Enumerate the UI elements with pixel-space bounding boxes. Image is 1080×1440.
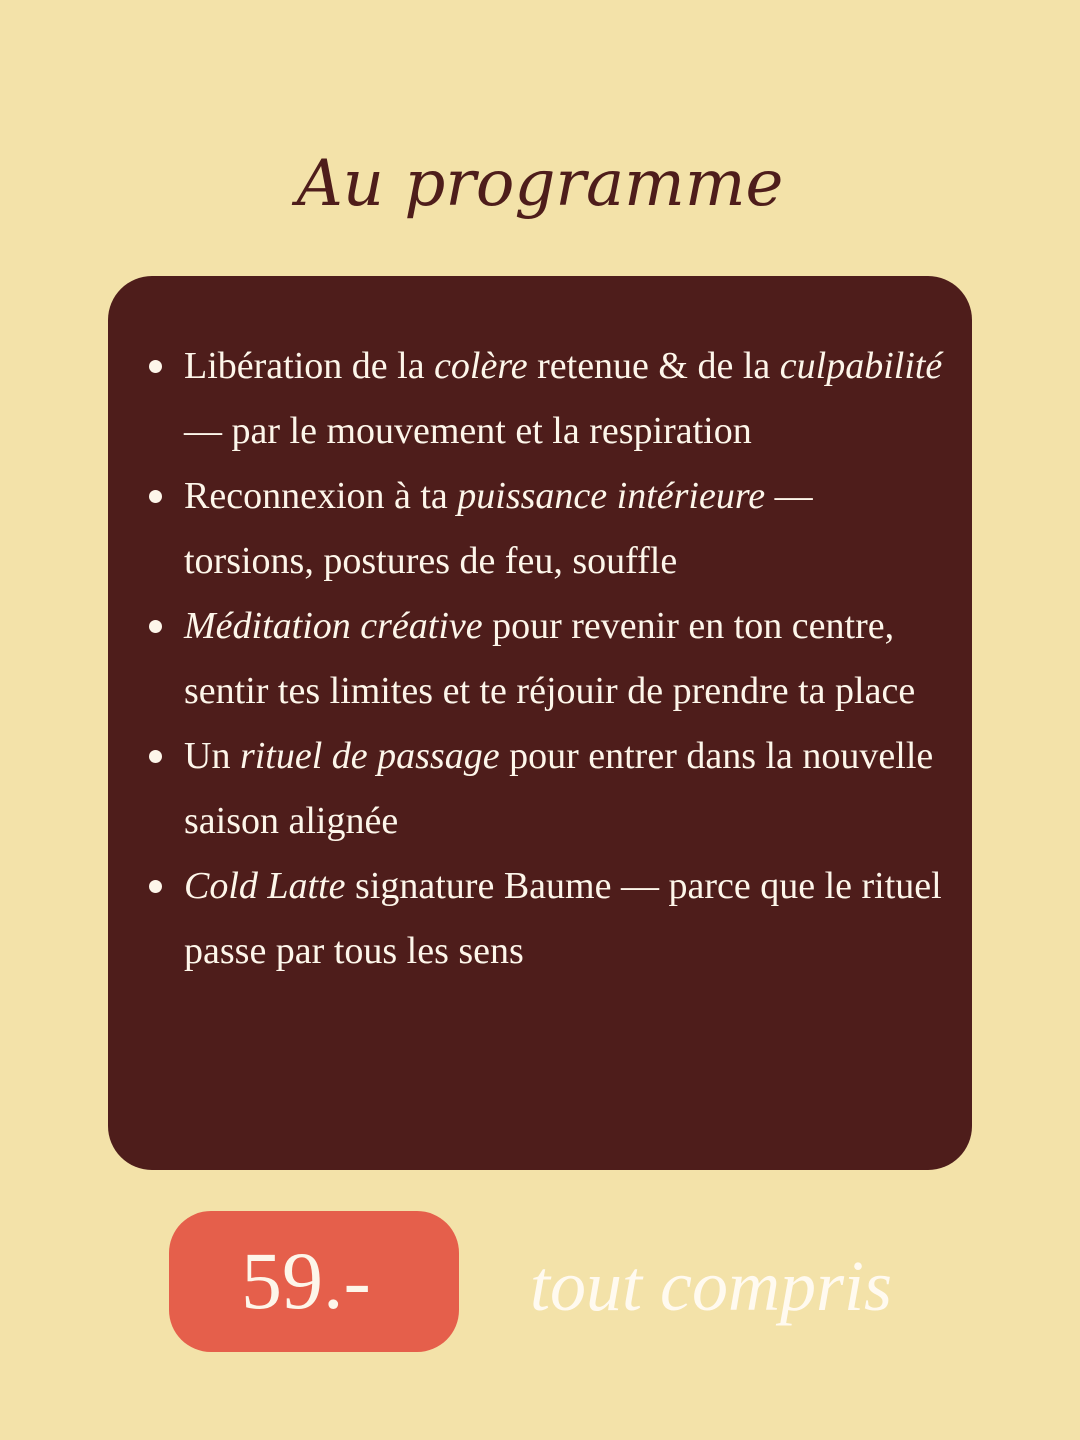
item-emphasis: Méditation créative (184, 605, 483, 647)
bullet-dot-icon (149, 880, 162, 893)
bullet-dot-icon (149, 360, 162, 373)
item-text: Un (184, 735, 240, 777)
program-item (184, 464, 944, 594)
item-text: — torsions, postures de feu, souffle (184, 475, 813, 582)
item-text: retenue & de la (527, 345, 780, 387)
bullet-dot-icon (149, 620, 162, 633)
bullet-dot-icon (149, 750, 162, 763)
item-text: Libération de la (184, 345, 435, 387)
program-item (184, 724, 944, 854)
price-badge (169, 1211, 459, 1352)
item-text: signature Baume — parce que le rituel passe par tous les sens (184, 865, 942, 972)
item-text: pour entrer dans la nouvelle saison alignée (184, 735, 934, 842)
item-emphasis: colère (434, 345, 528, 387)
item-text: pour revenir en ton centre, sentir tes limites et te réjouir de prendre ta place (184, 605, 916, 712)
item-text: — par le mouvement et la respiration (184, 410, 752, 452)
item-emphasis: rituel de passage (239, 735, 500, 777)
item-emphasis: culpabilité (779, 345, 943, 387)
item-emphasis: Cold Latte (184, 865, 346, 907)
item-text: Reconnexion à ta (184, 475, 458, 517)
program-item (184, 854, 944, 984)
item-emphasis: puissance intérieure (457, 475, 766, 517)
program-item (184, 334, 944, 464)
program-item (184, 594, 944, 724)
price-amount: 59.- (241, 1235, 371, 1326)
price-note: tout compris (530, 1246, 893, 1326)
bullet-dot-icon (149, 490, 162, 503)
program-card (108, 276, 972, 1170)
program-list (184, 334, 944, 984)
page-title: Au programme (296, 147, 784, 221)
